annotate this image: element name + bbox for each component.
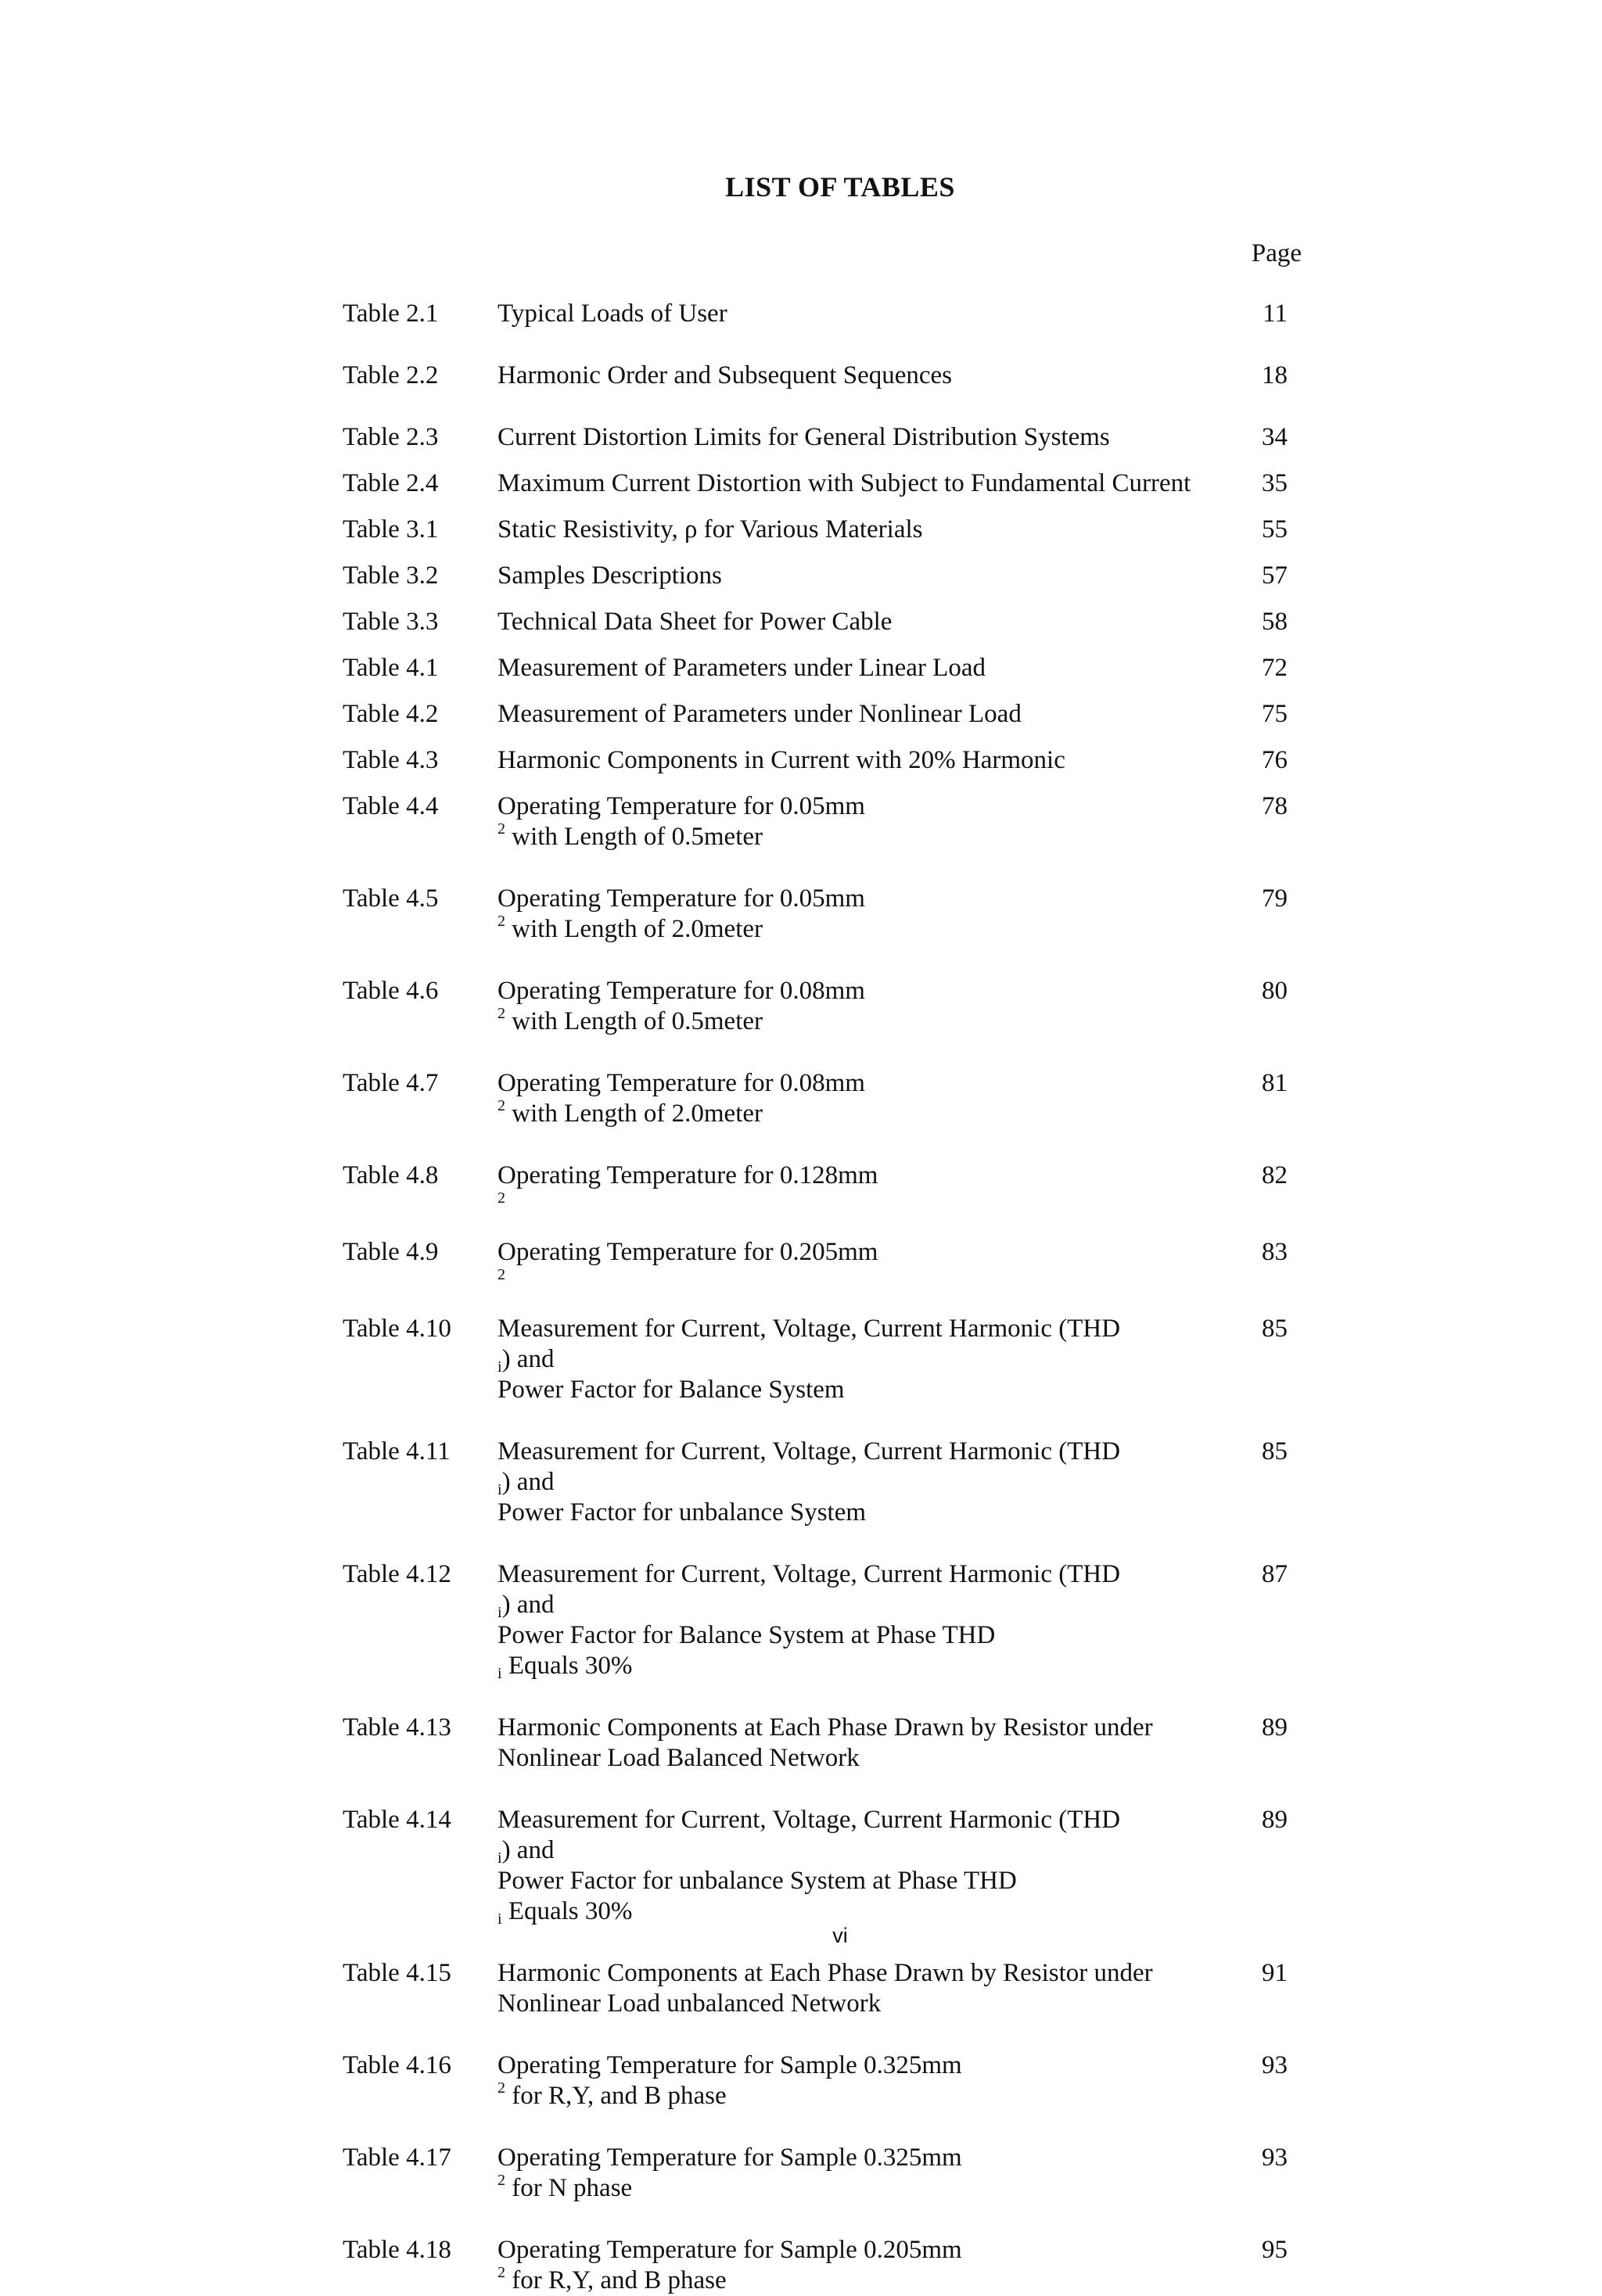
entry-number: Table 4.2 [343, 700, 439, 728]
entry-page: 79 [1262, 884, 1288, 913]
entry-page: 34 [1262, 423, 1288, 451]
entry-page: 89 [1262, 1806, 1288, 1834]
entry-title: Measurement of Parameters under Linear Load [497, 654, 986, 682]
entry-number: Table 4.17 [343, 2144, 451, 2172]
entry-page: 83 [1262, 1238, 1288, 1266]
entry-page: 95 [1262, 2236, 1288, 2264]
entry-number: Table 4.18 [343, 2236, 451, 2264]
list-item-table-2-4[interactable] [343, 468, 1293, 499]
entry-title: Static Resistivity, ρ for Various Materials [497, 515, 923, 544]
entry-number: Table 2.2 [343, 361, 439, 389]
entry-page: 75 [1262, 700, 1288, 728]
entry-number: Table 4.7 [343, 1069, 439, 1097]
entry-title: Maximum Current Distortion with Subject to Fundamental Current [497, 469, 1191, 497]
entry-title: Typical Loads of User [497, 300, 727, 328]
entry-number: Table 3.3 [343, 608, 439, 636]
entry-page: 80 [1262, 977, 1288, 1005]
page-column-header: Page [1251, 239, 1302, 267]
entry-number: Table 2.1 [343, 300, 439, 328]
entry-number: Table 2.4 [343, 469, 439, 497]
entry-number: Table 4.10 [343, 1315, 451, 1343]
page-title: LIST OF TABLES [725, 171, 955, 203]
entry-title: Measurement of Parameters under Nonlinear Load [497, 700, 1022, 728]
entry-title: Operating Temperature for Sample 0.325mm $^2$ for N phase [497, 2144, 962, 2202]
entry-number: Table 4.15 [343, 1959, 451, 1987]
list-item-table-4-4[interactable] [343, 791, 1293, 852]
entry-title: Harmonic Components at Each Phase Drawn by Resistor under Nonlinear Load Balanced Network [497, 1713, 1153, 1772]
entry-number: Table 4.12 [343, 1560, 451, 1588]
entry-title: Operating Temperature for 0.08mm $^2$ with Length of 0.5meter [497, 977, 865, 1035]
entry-page: 93 [1262, 2051, 1288, 2079]
entry-page: 55 [1262, 515, 1288, 544]
entry-title: Measurement for Current, Voltage, Current Harmonic (THD $_i$) and Power Factor for Balance System [497, 1315, 1121, 1404]
entry-page: 85 [1262, 1437, 1288, 1465]
list-item-table-4-13[interactable] [343, 1713, 1293, 1774]
entry-number: Table 3.1 [343, 515, 439, 544]
entry-page: 87 [1262, 1560, 1288, 1588]
entry-number: Table 4.1 [343, 654, 439, 682]
entry-page: 93 [1262, 2144, 1288, 2172]
entry-number: Table 4.16 [343, 2051, 451, 2079]
list-item-table-2-3[interactable] [343, 422, 1293, 453]
entry-page: 91 [1262, 1959, 1288, 1987]
entry-number: Table 4.4 [343, 792, 439, 820]
list-item-table-4-8[interactable] [343, 1161, 1293, 1222]
list-item-table-4-3[interactable] [343, 745, 1293, 776]
list-item-table-4-15[interactable] [343, 1958, 1293, 2019]
entry-page: 35 [1262, 469, 1288, 497]
entry-page: 81 [1262, 1069, 1288, 1097]
entry-title: Operating Temperature for 0.05mm $^2$ with Length of 2.0meter [497, 884, 865, 943]
entry-number: Table 4.5 [343, 884, 439, 913]
entry-number: Table 2.3 [343, 423, 439, 451]
entry-title: Harmonic Order and Subsequent Sequences [497, 361, 952, 389]
list-item-table-4-18[interactable] [343, 2235, 1293, 2296]
entry-title: Operating Temperature for 0.08mm $^2$ with Length of 2.0meter [497, 1069, 865, 1128]
entry-title: Measurement for Current, Voltage, Current Harmonic (THD $_i$) and Power Factor for unbalance System at Phase THD $_i$ Equals 30% [497, 1806, 1121, 1928]
list-item-table-2-2[interactable] [343, 361, 1293, 391]
page-number: vi [832, 1924, 848, 1947]
entry-title: Samples Descriptions [497, 561, 722, 590]
entry-title: Harmonic Components at Each Phase Drawn by Resistor under Nonlinear Load unbalanced Network [497, 1959, 1153, 2018]
entry-number: Table 3.2 [343, 561, 439, 590]
entry-number: Table 4.13 [343, 1713, 451, 1742]
list-item-table-4-5[interactable] [343, 884, 1293, 945]
list-item-table-4-1[interactable] [343, 653, 1293, 683]
entry-number: Table 4.8 [343, 1161, 439, 1189]
list-item-table-4-6[interactable] [343, 976, 1293, 1037]
list-item-table-4-17[interactable] [343, 2143, 1293, 2204]
entry-page: 72 [1262, 654, 1288, 682]
entry-title: Operating Temperature for 0.05mm $^2$ with Length of 0.5meter [497, 792, 865, 851]
entry-title: Operating Temperature for Sample 0.205mm $^2$ for R,Y, and B phase [497, 2236, 962, 2294]
entry-page: 85 [1262, 1315, 1288, 1343]
entry-page: 78 [1262, 792, 1288, 820]
entry-title: Technical Data Sheet for Power Cable [497, 608, 893, 636]
list-item-table-3-3[interactable] [343, 607, 1293, 637]
entry-title: Operating Temperature for 0.205mm $^2$ [497, 1238, 878, 1283]
entry-title: Measurement for Current, Voltage, Current Harmonic (THD $_i$) and Power Factor for Balance System at Phase THD $_i$ Equals 30% [497, 1560, 1121, 1682]
entry-number: Table 4.11 [343, 1437, 451, 1465]
entry-number: Table 4.3 [343, 746, 439, 774]
entry-number: Table 4.9 [343, 1238, 439, 1266]
list-item-table-4-11[interactable] [343, 1437, 1293, 1528]
entry-page: 58 [1262, 608, 1288, 636]
list-item-table-2-1[interactable] [343, 299, 1293, 329]
list-item-table-4-12[interactable] [343, 1559, 1293, 1681]
entry-title: Operating Temperature for Sample 0.325mm $^2$ for R,Y, and B phase [497, 2051, 962, 2110]
list-item-table-3-1[interactable] [343, 515, 1293, 545]
entry-title: Current Distortion Limits for General Distribution Systems [497, 423, 1110, 451]
list-item-table-4-14[interactable] [343, 1805, 1293, 1927]
table-list [343, 299, 1293, 2296]
list-item-table-3-2[interactable] [343, 561, 1293, 591]
list-item-table-4-16[interactable] [343, 2050, 1293, 2111]
entry-page: 82 [1262, 1161, 1288, 1189]
list-item-table-4-7[interactable] [343, 1068, 1293, 1129]
entry-number: Table 4.14 [343, 1806, 451, 1834]
entry-title: Operating Temperature for 0.128mm $^2$ [497, 1161, 878, 1207]
entry-number: Table 4.6 [343, 977, 439, 1005]
list-item-table-4-9[interactable] [343, 1237, 1293, 1298]
entry-title: Harmonic Components in Current with 20% Harmonic [497, 746, 1065, 774]
entry-page: 18 [1262, 361, 1288, 389]
entry-title: Measurement for Current, Voltage, Current Harmonic (THD $_i$) and Power Factor for unbalance System [497, 1437, 1121, 1526]
entry-page: 76 [1262, 746, 1288, 774]
entry-page: 57 [1262, 561, 1288, 590]
list-item-table-4-10[interactable] [343, 1314, 1293, 1405]
list-item-table-4-2[interactable] [343, 699, 1293, 730]
entry-page: 11 [1263, 300, 1288, 328]
entry-page: 89 [1262, 1713, 1288, 1742]
